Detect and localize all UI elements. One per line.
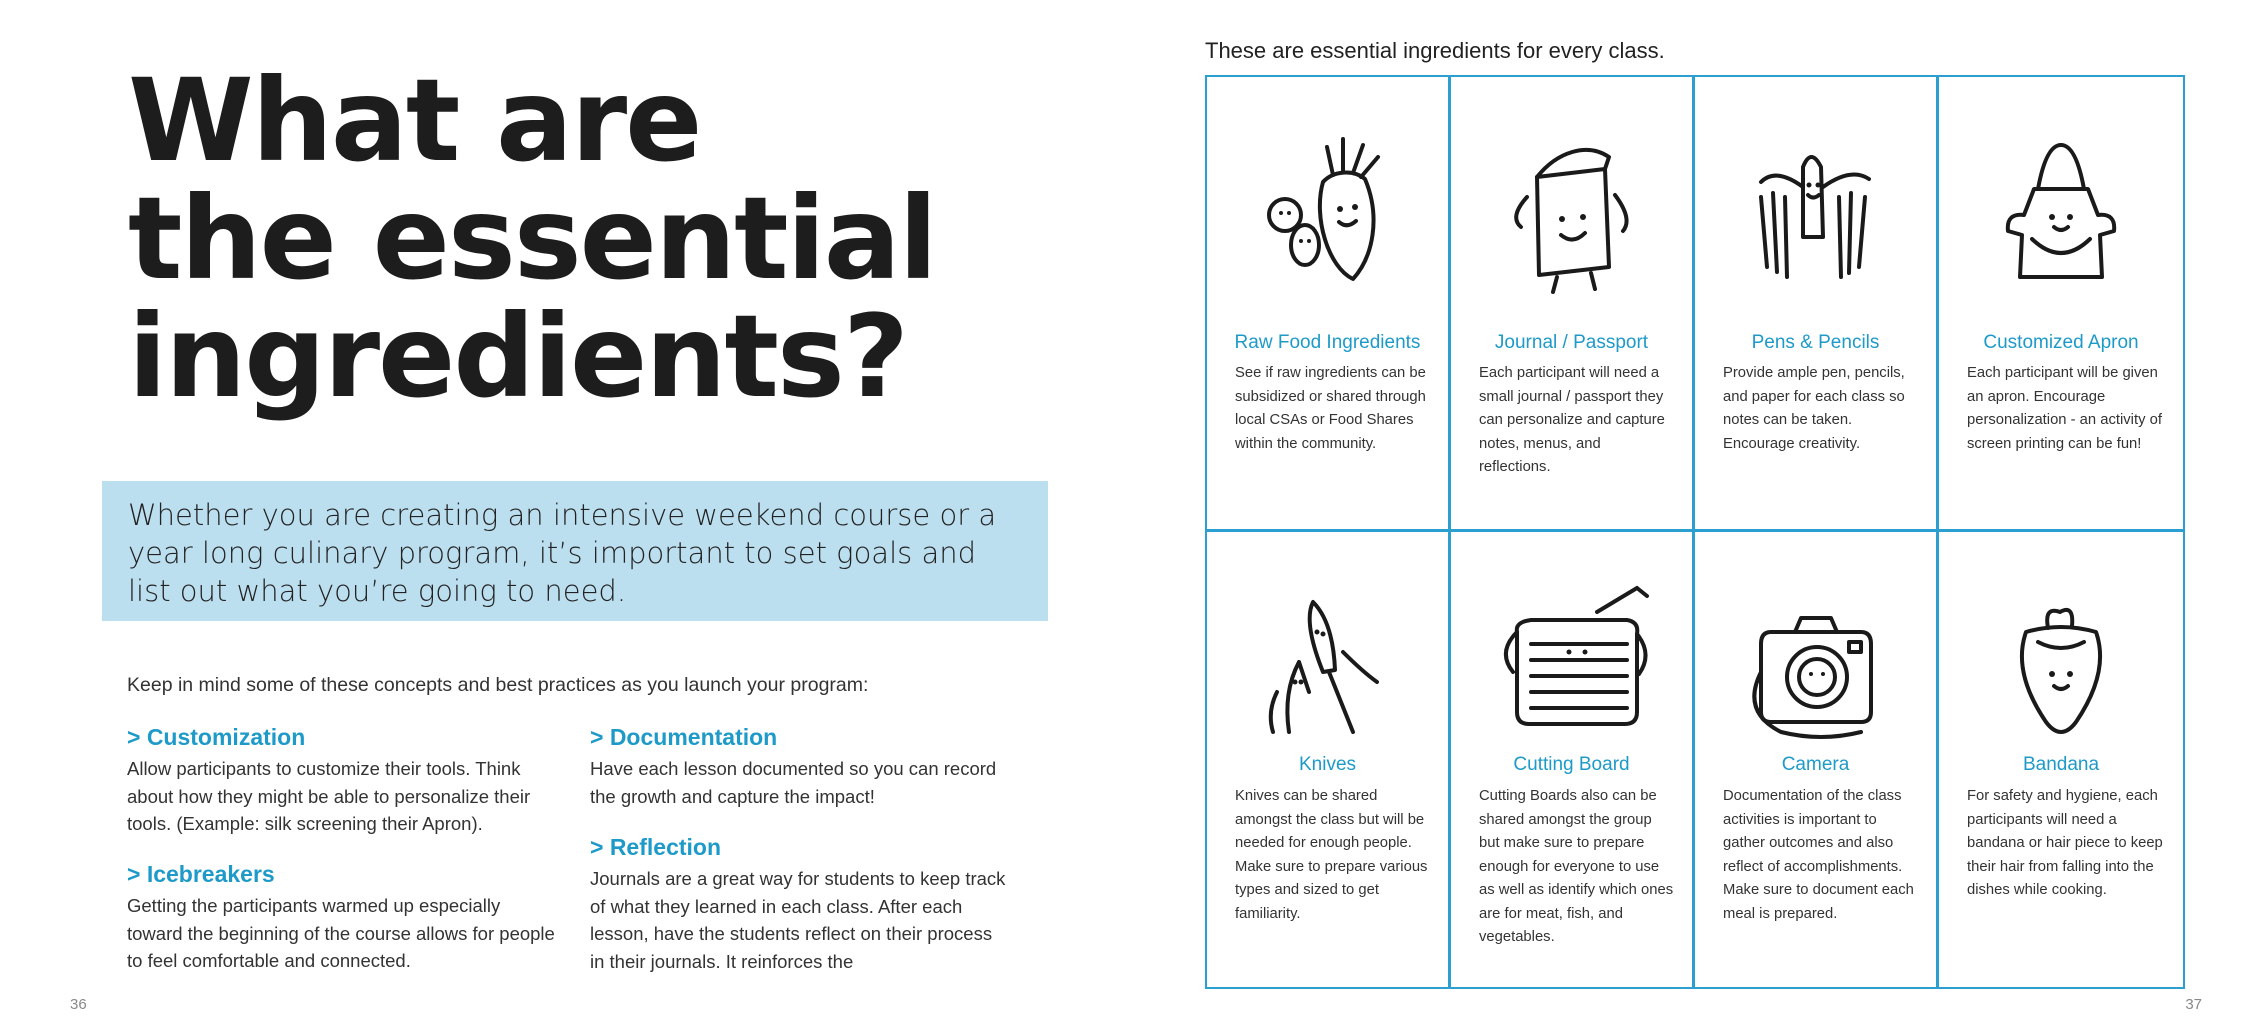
concept-body: Journals are a great way for students to keep track of what they learned in each class. After each lesson, have the students reflect on their process in their journals. It reinforces the <box>590 868 1006 972</box>
intro-callout <box>102 481 1048 621</box>
ingredient-title: Cutting Board <box>1513 754 1630 775</box>
concept-body: Allow participants to customize their tools. Think about how they might be able to personalize their tools. (Example: silk screening their Apron). <box>127 758 531 834</box>
cutting-board-icon <box>1487 582 1657 752</box>
ingredient-title: Camera <box>1781 754 1850 775</box>
headline-line-2: the essential <box>128 172 936 305</box>
ingredient-title: Raw Food Ingredients <box>1234 332 1421 353</box>
concept-icebreakers <box>127 860 557 975</box>
concepts-lead: Keep in mind some of these concepts and best practices as you launch your program: <box>127 674 869 696</box>
ingredient-title: Bandana <box>2022 754 2100 775</box>
pencils-icon <box>1731 127 1901 297</box>
ingredient-title: Customized Apron <box>1983 332 2139 353</box>
ingredient-card-knives <box>1207 532 1451 987</box>
ingredient-card-bandana <box>1939 532 2183 987</box>
ingredient-card-camera <box>1695 532 1939 987</box>
ingredient-body: Knives can be shared amongst the class but will be needed for enough people. Make sure to prepare various types and sized to get familiarity. <box>1235 788 1428 922</box>
concept-title: > Reflection <box>590 834 722 860</box>
page-number-right: 37 <box>2185 996 2202 1013</box>
ingredient-body: See if raw ingredients can be subsidized or shared through local CSAs or Food Shares within the community. <box>1235 365 1426 452</box>
camera-icon <box>1731 582 1901 752</box>
concept-reflection <box>590 833 1010 975</box>
journal-icon <box>1487 127 1657 297</box>
ingredient-card-pens <box>1695 77 1939 532</box>
bandana-icon <box>1976 582 2146 752</box>
concept-title: > Customization <box>127 724 306 750</box>
ingredient-body: For safety and hygiene, each participants will need a bandana or hair piece to keep their hair from falling into the dishes while cooking. <box>1967 788 2163 898</box>
ingredient-body: Cutting Boards also can be shared amongst the group but make sure to prepare enough for everyone to use as well as identify which ones are for meat, fish, and vegetables. <box>1479 788 1674 945</box>
ingredient-body: Each participant will be given an apron. Encourage personalization - an activity of screen printing can be fun! <box>1967 365 2162 452</box>
right-page <box>1125 0 2250 1026</box>
grid-caption: These are essential ingredients for every class. <box>1205 38 1665 63</box>
ingredient-title: Journal / Passport <box>1494 332 1649 353</box>
concept-customization <box>127 723 557 838</box>
ingredient-card-apron <box>1939 77 2183 532</box>
ingredient-title: Knives <box>1298 754 1357 775</box>
ingredient-body: Documentation of the class activities is important to gather outcomes and also reflect of accomplishments. Make sure to document each meal is prepared. <box>1723 788 1914 922</box>
vegetables-icon <box>1243 127 1413 297</box>
concept-title: > Icebreakers <box>127 861 275 887</box>
ingredient-body: Each participant will need a small journal / passport they can personalize and capture notes, menus, and reflections. <box>1479 365 1665 475</box>
ingredient-card-journal <box>1451 77 1695 532</box>
ingredients-grid <box>1205 75 2185 989</box>
headline-line-3: ingredients? <box>128 290 908 423</box>
headline-line-1: What are <box>128 54 701 187</box>
concept-documentation <box>590 723 1010 810</box>
concept-title: > Documentation <box>590 724 778 750</box>
apron-icon <box>1976 127 2146 297</box>
knives-icon <box>1243 582 1413 752</box>
ingredient-card-cutting-board <box>1451 532 1695 987</box>
page-title <box>128 54 936 423</box>
ingredient-card-raw-food <box>1207 77 1451 532</box>
page-number-left: 36 <box>70 996 87 1013</box>
concept-body: Have each lesson documented so you can record the growth and capture the impact! <box>590 758 997 807</box>
concept-body: Getting the participants warmed up especially toward the beginning of the course allows for people to feel comfortable and connected. <box>127 895 555 971</box>
intro-text: Whether you are creating an intensive weekend course or a year long culinary program, it’s important to set goals and list out what you’re going to need. <box>128 498 997 608</box>
ingredient-body: Provide ample pen, pencils, and paper for each class so notes can be taken. Encourage creativity. <box>1723 365 1905 452</box>
ingredient-title: Pens & Pencils <box>1751 332 1880 353</box>
